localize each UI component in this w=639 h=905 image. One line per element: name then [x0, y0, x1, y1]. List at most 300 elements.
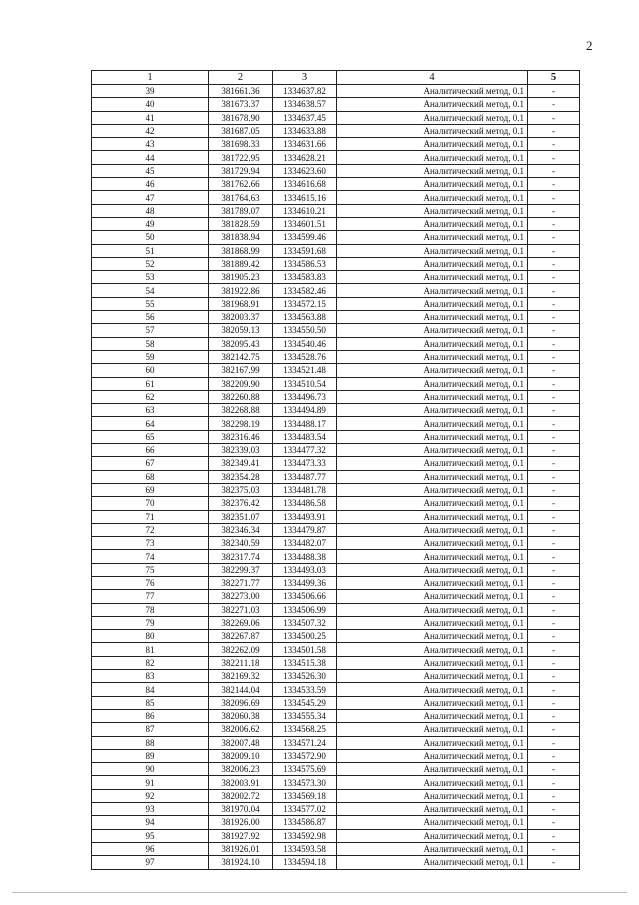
cell-coord-x: 382269.06 — [209, 616, 273, 629]
cell-method: Аналитический метод, 0.1 — [337, 98, 528, 111]
cell-point-number: 71 — [92, 510, 209, 523]
cell-method: Аналитический метод, 0.1 — [337, 257, 528, 270]
cell-method: Аналитический метод, 0.1 — [337, 510, 528, 523]
table-row — [92, 164, 580, 177]
cell-coord-y: 1334637.82 — [273, 85, 337, 98]
cell-note: - — [528, 776, 580, 789]
cell-coord-y: 1334540.46 — [273, 337, 337, 350]
cell-method: Аналитический метод, 0.1 — [337, 816, 528, 829]
cell-coord-y: 1334638.57 — [273, 98, 337, 111]
table-row — [92, 404, 580, 417]
cell-coord-y: 1334563.88 — [273, 311, 337, 324]
cell-point-number: 45 — [92, 164, 209, 177]
cell-point-number: 93 — [92, 803, 209, 816]
cell-coord-x: 382273.00 — [209, 590, 273, 603]
cell-note: - — [528, 523, 580, 536]
cell-point-number: 57 — [92, 324, 209, 337]
cell-method: Аналитический метод, 0.1 — [337, 523, 528, 536]
cell-coord-x: 382006.62 — [209, 723, 273, 736]
table-row — [92, 337, 580, 350]
cell-note: - — [528, 377, 580, 390]
cell-coord-x: 382376.42 — [209, 497, 273, 510]
cell-point-number: 56 — [92, 311, 209, 324]
cell-note: - — [528, 297, 580, 310]
cell-coord-x: 382002.72 — [209, 789, 273, 802]
cell-note: - — [528, 231, 580, 244]
cell-coord-x: 381889.42 — [209, 257, 273, 270]
cell-coord-x: 381922.86 — [209, 284, 273, 297]
cell-note: - — [528, 590, 580, 603]
cell-method: Аналитический метод, 0.1 — [337, 164, 528, 177]
cell-point-number: 52 — [92, 257, 209, 270]
cell-note: - — [528, 537, 580, 550]
cell-coord-x: 382298.19 — [209, 417, 273, 430]
coordinates-table — [91, 70, 580, 870]
cell-point-number: 40 — [92, 98, 209, 111]
cell-point-number: 91 — [92, 776, 209, 789]
cell-method: Аналитический метод, 0.1 — [337, 231, 528, 244]
cell-coord-x: 381661.36 — [209, 85, 273, 98]
cell-method: Аналитический метод, 0.1 — [337, 324, 528, 337]
cell-method: Аналитический метод, 0.1 — [337, 390, 528, 403]
table-row — [92, 417, 580, 430]
table-row — [92, 510, 580, 523]
table-row — [92, 616, 580, 629]
cell-coord-x: 382346.34 — [209, 523, 273, 536]
cell-coord-y: 1334637.45 — [273, 111, 337, 124]
cell-point-number: 63 — [92, 404, 209, 417]
cell-coord-y: 1334486.58 — [273, 497, 337, 510]
cell-note: - — [528, 630, 580, 643]
cell-point-number: 90 — [92, 763, 209, 776]
cell-coord-x: 381762.66 — [209, 178, 273, 191]
cell-method: Аналитический метод, 0.1 — [337, 803, 528, 816]
cell-coord-y: 1334572.15 — [273, 297, 337, 310]
cell-method: Аналитический метод, 0.1 — [337, 842, 528, 855]
header-col-5: 5 — [528, 71, 580, 85]
cell-note: - — [528, 124, 580, 137]
cell-note: - — [528, 111, 580, 124]
cell-method: Аналитический метод, 0.1 — [337, 350, 528, 363]
cell-note: - — [528, 138, 580, 151]
table-row — [92, 231, 580, 244]
cell-note: - — [528, 563, 580, 576]
header-col-3: 3 — [273, 71, 337, 85]
cell-coord-x: 382059.13 — [209, 324, 273, 337]
cell-method: Аналитический метод, 0.1 — [337, 191, 528, 204]
cell-note: - — [528, 803, 580, 816]
cell-method: Аналитический метод, 0.1 — [337, 337, 528, 350]
cell-method: Аналитический метод, 0.1 — [337, 124, 528, 137]
cell-coord-x: 382007.48 — [209, 736, 273, 749]
cell-coord-x: 381968.91 — [209, 297, 273, 310]
cell-coord-x: 381924.10 — [209, 856, 273, 869]
cell-coord-y: 1334582.46 — [273, 284, 337, 297]
table-row — [92, 523, 580, 536]
cell-note: - — [528, 244, 580, 257]
cell-coord-y: 1334623.60 — [273, 164, 337, 177]
cell-note: - — [528, 736, 580, 749]
table-row — [92, 563, 580, 576]
cell-point-number: 92 — [92, 789, 209, 802]
cell-method: Аналитический метод, 0.1 — [337, 749, 528, 762]
cell-method: Аналитический метод, 0.1 — [337, 138, 528, 151]
cell-note: - — [528, 217, 580, 230]
table-row — [92, 550, 580, 563]
cell-point-number: 67 — [92, 457, 209, 470]
table-row — [92, 430, 580, 443]
cell-coord-y: 1334633.88 — [273, 124, 337, 137]
cell-coord-y: 1334555.34 — [273, 709, 337, 722]
cell-note: - — [528, 749, 580, 762]
cell-point-number: 54 — [92, 284, 209, 297]
cell-method: Аналитический метод, 0.1 — [337, 470, 528, 483]
table-row — [92, 670, 580, 683]
cell-coord-x: 382339.03 — [209, 444, 273, 457]
cell-coord-y: 1334526.30 — [273, 670, 337, 683]
cell-coord-y: 1334593.58 — [273, 842, 337, 855]
cell-coord-y: 1334488.17 — [273, 417, 337, 430]
cell-coord-x: 382003.91 — [209, 776, 273, 789]
cell-point-number: 55 — [92, 297, 209, 310]
cell-point-number: 47 — [92, 191, 209, 204]
table-row — [92, 98, 580, 111]
cell-point-number: 44 — [92, 151, 209, 164]
cell-coord-x: 382211.18 — [209, 656, 273, 669]
cell-method: Аналитический метод, 0.1 — [337, 271, 528, 284]
cell-note: - — [528, 683, 580, 696]
cell-point-number: 75 — [92, 563, 209, 576]
cell-note: - — [528, 151, 580, 164]
cell-note: - — [528, 856, 580, 869]
cell-method: Аналитический метод, 0.1 — [337, 643, 528, 656]
cell-coord-x: 382271.03 — [209, 603, 273, 616]
cell-point-number: 59 — [92, 350, 209, 363]
cell-point-number: 81 — [92, 643, 209, 656]
cell-point-number: 72 — [92, 523, 209, 536]
table-row — [92, 803, 580, 816]
cell-method: Аналитический метод, 0.1 — [337, 590, 528, 603]
table-row — [92, 696, 580, 709]
cell-method: Аналитический метод, 0.1 — [337, 284, 528, 297]
cell-method: Аналитический метод, 0.1 — [337, 444, 528, 457]
cell-note: - — [528, 364, 580, 377]
cell-coord-x: 381673.37 — [209, 98, 273, 111]
cell-note: - — [528, 337, 580, 350]
cell-coord-y: 1334592.98 — [273, 829, 337, 842]
cell-note: - — [528, 404, 580, 417]
cell-point-number: 69 — [92, 483, 209, 496]
table-row — [92, 789, 580, 802]
cell-coord-y: 1334573.30 — [273, 776, 337, 789]
cell-coord-x: 381678.90 — [209, 111, 273, 124]
cell-coord-y: 1334594.18 — [273, 856, 337, 869]
cell-method: Аналитический метод, 0.1 — [337, 178, 528, 191]
table-row — [92, 643, 580, 656]
header-col-1: 1 — [92, 71, 209, 85]
cell-note: - — [528, 457, 580, 470]
table-row — [92, 749, 580, 762]
cell-note: - — [528, 789, 580, 802]
cell-note: - — [528, 709, 580, 722]
cell-coord-y: 1334473.33 — [273, 457, 337, 470]
cell-note: - — [528, 763, 580, 776]
cell-coord-y: 1334521.48 — [273, 364, 337, 377]
cell-coord-x: 382268.88 — [209, 404, 273, 417]
cell-method: Аналитический метод, 0.1 — [337, 430, 528, 443]
cell-method: Аналитический метод, 0.1 — [337, 497, 528, 510]
cell-coord-y: 1334500.25 — [273, 630, 337, 643]
cell-point-number: 86 — [92, 709, 209, 722]
cell-method: Аналитический метод, 0.1 — [337, 829, 528, 842]
cell-point-number: 62 — [92, 390, 209, 403]
cell-coord-y: 1334575.69 — [273, 763, 337, 776]
cell-coord-y: 1334533.59 — [273, 683, 337, 696]
table-row — [92, 324, 580, 337]
cell-coord-x: 382260.88 — [209, 390, 273, 403]
cell-method: Аналитический метод, 0.1 — [337, 616, 528, 629]
cell-coord-y: 1334610.21 — [273, 204, 337, 217]
cell-note: - — [528, 696, 580, 709]
cell-point-number: 73 — [92, 537, 209, 550]
cell-method: Аналитический метод, 0.1 — [337, 204, 528, 217]
page-number: 2 — [586, 38, 593, 53]
cell-point-number: 70 — [92, 497, 209, 510]
cell-coord-x: 381789.07 — [209, 204, 273, 217]
cell-coord-x: 382267.87 — [209, 630, 273, 643]
table-row — [92, 576, 580, 589]
cell-point-number: 88 — [92, 736, 209, 749]
cell-note: - — [528, 204, 580, 217]
cell-coord-y: 1334528.76 — [273, 350, 337, 363]
table-row — [92, 244, 580, 257]
cell-coord-y: 1334545.29 — [273, 696, 337, 709]
table-row — [92, 457, 580, 470]
table-row — [92, 470, 580, 483]
cell-coord-y: 1334550.50 — [273, 324, 337, 337]
table-body — [92, 85, 580, 870]
cell-method: Аналитический метод, 0.1 — [337, 763, 528, 776]
cell-coord-y: 1334479.87 — [273, 523, 337, 536]
cell-method: Аналитический метод, 0.1 — [337, 709, 528, 722]
cell-point-number: 66 — [92, 444, 209, 457]
cell-method: Аналитический метод, 0.1 — [337, 311, 528, 324]
table-row — [92, 683, 580, 696]
cell-coord-y: 1334601.51 — [273, 217, 337, 230]
cell-method: Аналитический метод, 0.1 — [337, 563, 528, 576]
cell-note: - — [528, 576, 580, 589]
cell-coord-y: 1334501.58 — [273, 643, 337, 656]
cell-note: - — [528, 497, 580, 510]
table-row — [92, 444, 580, 457]
cell-coord-x: 382317.74 — [209, 550, 273, 563]
cell-point-number: 58 — [92, 337, 209, 350]
table-row — [92, 537, 580, 550]
cell-coord-x: 382340.59 — [209, 537, 273, 550]
cell-coord-y: 1334616.68 — [273, 178, 337, 191]
cell-coord-x: 382095.43 — [209, 337, 273, 350]
cell-method: Аналитический метод, 0.1 — [337, 297, 528, 310]
cell-coord-x: 382271.77 — [209, 576, 273, 589]
cell-point-number: 60 — [92, 364, 209, 377]
cell-coord-y: 1334507.32 — [273, 616, 337, 629]
table-row — [92, 630, 580, 643]
cell-note: - — [528, 417, 580, 430]
cell-coord-x: 382167.99 — [209, 364, 273, 377]
cell-coord-y: 1334569.18 — [273, 789, 337, 802]
footer-divider — [12, 892, 627, 893]
cell-point-number: 84 — [92, 683, 209, 696]
cell-coord-y: 1334493.91 — [273, 510, 337, 523]
cell-note: - — [528, 643, 580, 656]
cell-coord-y: 1334477.32 — [273, 444, 337, 457]
cell-note: - — [528, 191, 580, 204]
table-row — [92, 709, 580, 722]
table-row — [92, 204, 580, 217]
cell-note: - — [528, 257, 580, 270]
cell-coord-x: 382349.41 — [209, 457, 273, 470]
table-row — [92, 829, 580, 842]
cell-note: - — [528, 311, 580, 324]
cell-method: Аналитический метод, 0.1 — [337, 696, 528, 709]
cell-point-number: 74 — [92, 550, 209, 563]
cell-method: Аналитический метод, 0.1 — [337, 111, 528, 124]
header-col-4: 4 — [337, 71, 528, 85]
cell-coord-y: 1334586.87 — [273, 816, 337, 829]
cell-coord-x: 381926.01 — [209, 842, 273, 855]
cell-point-number: 42 — [92, 124, 209, 137]
table-row — [92, 656, 580, 669]
cell-point-number: 49 — [92, 217, 209, 230]
cell-point-number: 82 — [92, 656, 209, 669]
table-row — [92, 497, 580, 510]
cell-coord-y: 1334481.78 — [273, 483, 337, 496]
cell-note: - — [528, 842, 580, 855]
cell-coord-y: 1334591.68 — [273, 244, 337, 257]
cell-method: Аналитический метод, 0.1 — [337, 377, 528, 390]
table-row — [92, 842, 580, 855]
table-row — [92, 124, 580, 137]
table-row — [92, 377, 580, 390]
cell-coord-x: 381687.05 — [209, 124, 273, 137]
cell-coord-y: 1334482.07 — [273, 537, 337, 550]
cell-coord-y: 1334494.89 — [273, 404, 337, 417]
cell-note: - — [528, 324, 580, 337]
cell-coord-x: 382096.69 — [209, 696, 273, 709]
table-row — [92, 723, 580, 736]
cell-note: - — [528, 550, 580, 563]
cell-method: Аналитический метод, 0.1 — [337, 483, 528, 496]
cell-coord-y: 1334572.90 — [273, 749, 337, 762]
cell-coord-y: 1334488.38 — [273, 550, 337, 563]
cell-coord-x: 382003.37 — [209, 311, 273, 324]
cell-coord-y: 1334483.54 — [273, 430, 337, 443]
cell-coord-x: 382060.38 — [209, 709, 273, 722]
cell-coord-x: 381868.99 — [209, 244, 273, 257]
cell-coord-x: 381764.63 — [209, 191, 273, 204]
cell-method: Аналитический метод, 0.1 — [337, 244, 528, 257]
cell-method: Аналитический метод, 0.1 — [337, 151, 528, 164]
cell-coord-y: 1334571.24 — [273, 736, 337, 749]
cell-point-number: 46 — [92, 178, 209, 191]
cell-point-number: 95 — [92, 829, 209, 842]
cell-note: - — [528, 430, 580, 443]
cell-coord-x: 382351.07 — [209, 510, 273, 523]
table-row — [92, 297, 580, 310]
cell-point-number: 94 — [92, 816, 209, 829]
cell-point-number: 51 — [92, 244, 209, 257]
cell-note: - — [528, 816, 580, 829]
cell-note: - — [528, 350, 580, 363]
table-row — [92, 151, 580, 164]
cell-point-number: 85 — [92, 696, 209, 709]
cell-method: Аналитический метод, 0.1 — [337, 656, 528, 669]
cell-note: - — [528, 723, 580, 736]
cell-coord-y: 1334586.53 — [273, 257, 337, 270]
table-row — [92, 217, 580, 230]
cell-coord-x: 381926.00 — [209, 816, 273, 829]
table-row — [92, 816, 580, 829]
header-col-2: 2 — [209, 71, 273, 85]
table-row — [92, 390, 580, 403]
cell-method: Аналитический метод, 0.1 — [337, 603, 528, 616]
cell-coord-x: 382316.46 — [209, 430, 273, 443]
cell-point-number: 78 — [92, 603, 209, 616]
table-header-row — [92, 71, 580, 85]
cell-coord-y: 1334510.54 — [273, 377, 337, 390]
cell-coord-y: 1334499.36 — [273, 576, 337, 589]
cell-coord-y: 1334599.46 — [273, 231, 337, 244]
cell-coord-y: 1334506.99 — [273, 603, 337, 616]
cell-coord-x: 382299.37 — [209, 563, 273, 576]
cell-point-number: 39 — [92, 85, 209, 98]
cell-coord-y: 1334631.66 — [273, 138, 337, 151]
cell-coord-y: 1334506.66 — [273, 590, 337, 603]
table-row — [92, 284, 580, 297]
table-row — [92, 191, 580, 204]
cell-coord-x: 382354.28 — [209, 470, 273, 483]
cell-note: - — [528, 470, 580, 483]
table-row — [92, 590, 580, 603]
cell-point-number: 43 — [92, 138, 209, 151]
cell-method: Аналитический метод, 0.1 — [337, 736, 528, 749]
cell-coord-x: 382375.03 — [209, 483, 273, 496]
cell-note: - — [528, 271, 580, 284]
cell-note: - — [528, 164, 580, 177]
cell-coord-y: 1334577.02 — [273, 803, 337, 816]
table-row — [92, 350, 580, 363]
table-row — [92, 178, 580, 191]
cell-point-number: 68 — [92, 470, 209, 483]
cell-method: Аналитический метод, 0.1 — [337, 457, 528, 470]
table-row — [92, 776, 580, 789]
cell-coord-y: 1334496.73 — [273, 390, 337, 403]
cell-coord-y: 1334583.83 — [273, 271, 337, 284]
cell-note: - — [528, 98, 580, 111]
cell-note: - — [528, 510, 580, 523]
cell-note: - — [528, 829, 580, 842]
cell-method: Аналитический метод, 0.1 — [337, 404, 528, 417]
cell-method: Аналитический метод, 0.1 — [337, 776, 528, 789]
cell-coord-x: 381729.94 — [209, 164, 273, 177]
cell-note: - — [528, 483, 580, 496]
cell-note: - — [528, 178, 580, 191]
cell-method: Аналитический метод, 0.1 — [337, 364, 528, 377]
cell-point-number: 41 — [92, 111, 209, 124]
cell-coord-x: 381905.23 — [209, 271, 273, 284]
cell-method: Аналитический метод, 0.1 — [337, 576, 528, 589]
cell-point-number: 53 — [92, 271, 209, 284]
